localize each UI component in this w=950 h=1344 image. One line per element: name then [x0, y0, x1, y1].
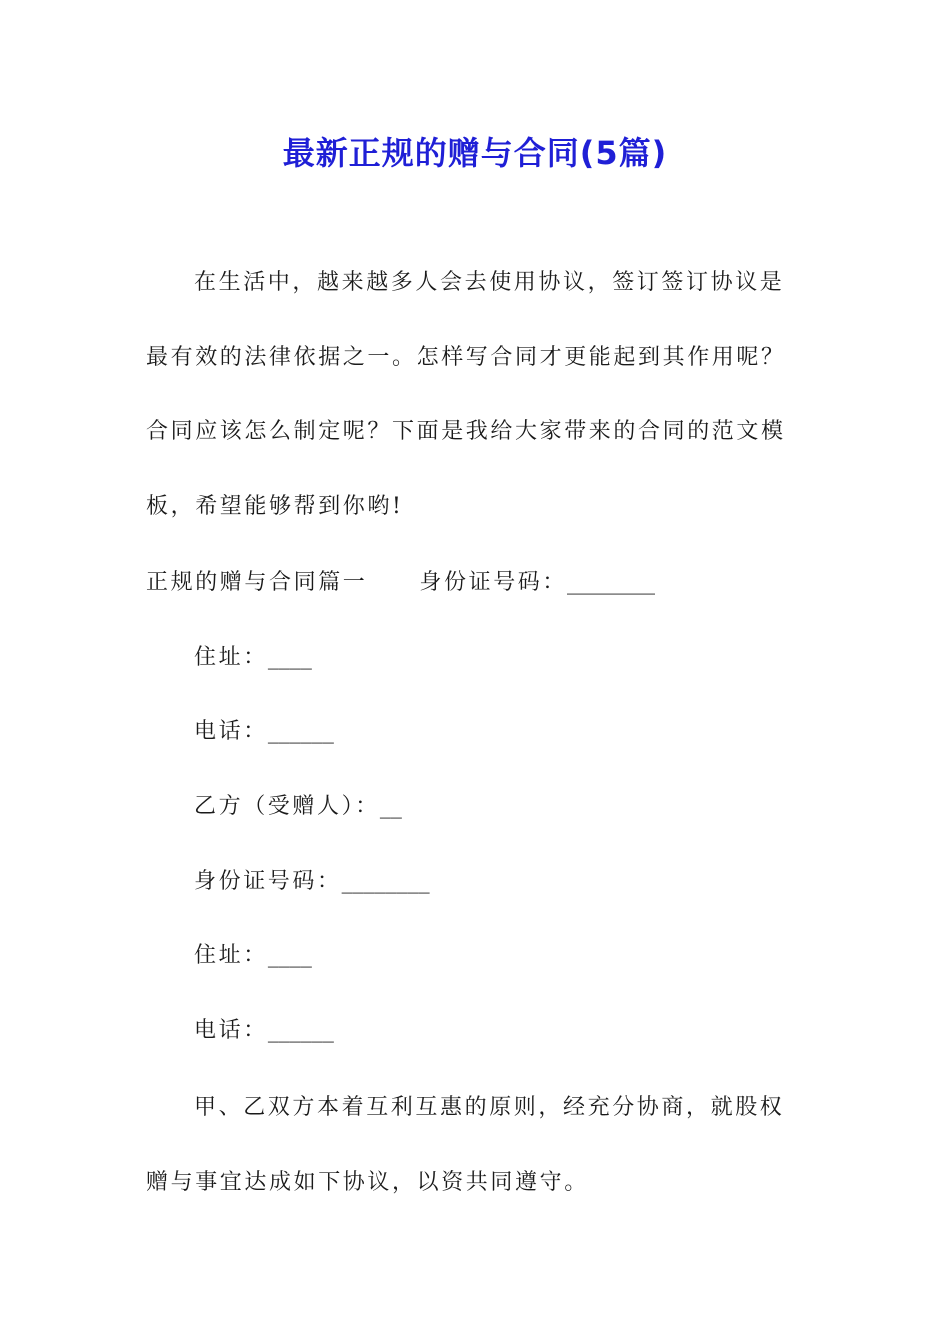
party-a-phone-blank: ______: [267, 719, 334, 744]
intro-text: 在生活中，越来越多人会去使用协议，签订签订协议是最有效的法律依据之一。怎样写合同才更能起到其作用呢？合同应该怎么制定呢？下面是我给大家带来的合同的范文模板，希望能够帮到你哟!: [146, 270, 786, 519]
party-a-address-blank: ____: [267, 645, 312, 670]
agreement-text: 甲、乙双方本着互利互惠的原则，经充分协商，就股权赠与事宜达成如下协议，以资共同遵守。: [146, 1095, 785, 1195]
party-b-address-blank: ____: [267, 943, 312, 968]
intro-paragraph: [146, 246, 806, 544]
agreement-paragraph: [146, 1071, 806, 1220]
party-b-id-blank: ________: [341, 869, 430, 894]
party-b-address-line: [194, 936, 312, 976]
section-heading-line: [146, 563, 655, 603]
party-b-blank: __: [379, 794, 402, 819]
party-b-label: 乙方（受赠人）：: [194, 794, 380, 819]
party-b-phone-line: [194, 1011, 334, 1051]
section-heading: 正规的赠与合同篇一: [146, 570, 368, 595]
party-b-address-label: 住址：: [194, 943, 268, 968]
party-a-id-label: 身份证号码：: [419, 570, 568, 595]
party-a-id-blank: ________: [567, 570, 656, 595]
party-a-address-line: [194, 638, 312, 678]
document-title: 最新正规的赠与合同(5篇): [282, 134, 668, 172]
party-b-id-label: 身份证号码：: [194, 869, 342, 894]
party-a-phone-label: 电话：: [194, 719, 268, 744]
party-a-phone-line: [194, 712, 334, 752]
party-b-phone-label: 电话：: [194, 1018, 268, 1043]
party-b-line: [194, 787, 402, 827]
party-a-address-label: 住址：: [194, 645, 268, 670]
party-b-id-line: [194, 862, 430, 902]
party-b-phone-blank: ______: [267, 1018, 334, 1043]
